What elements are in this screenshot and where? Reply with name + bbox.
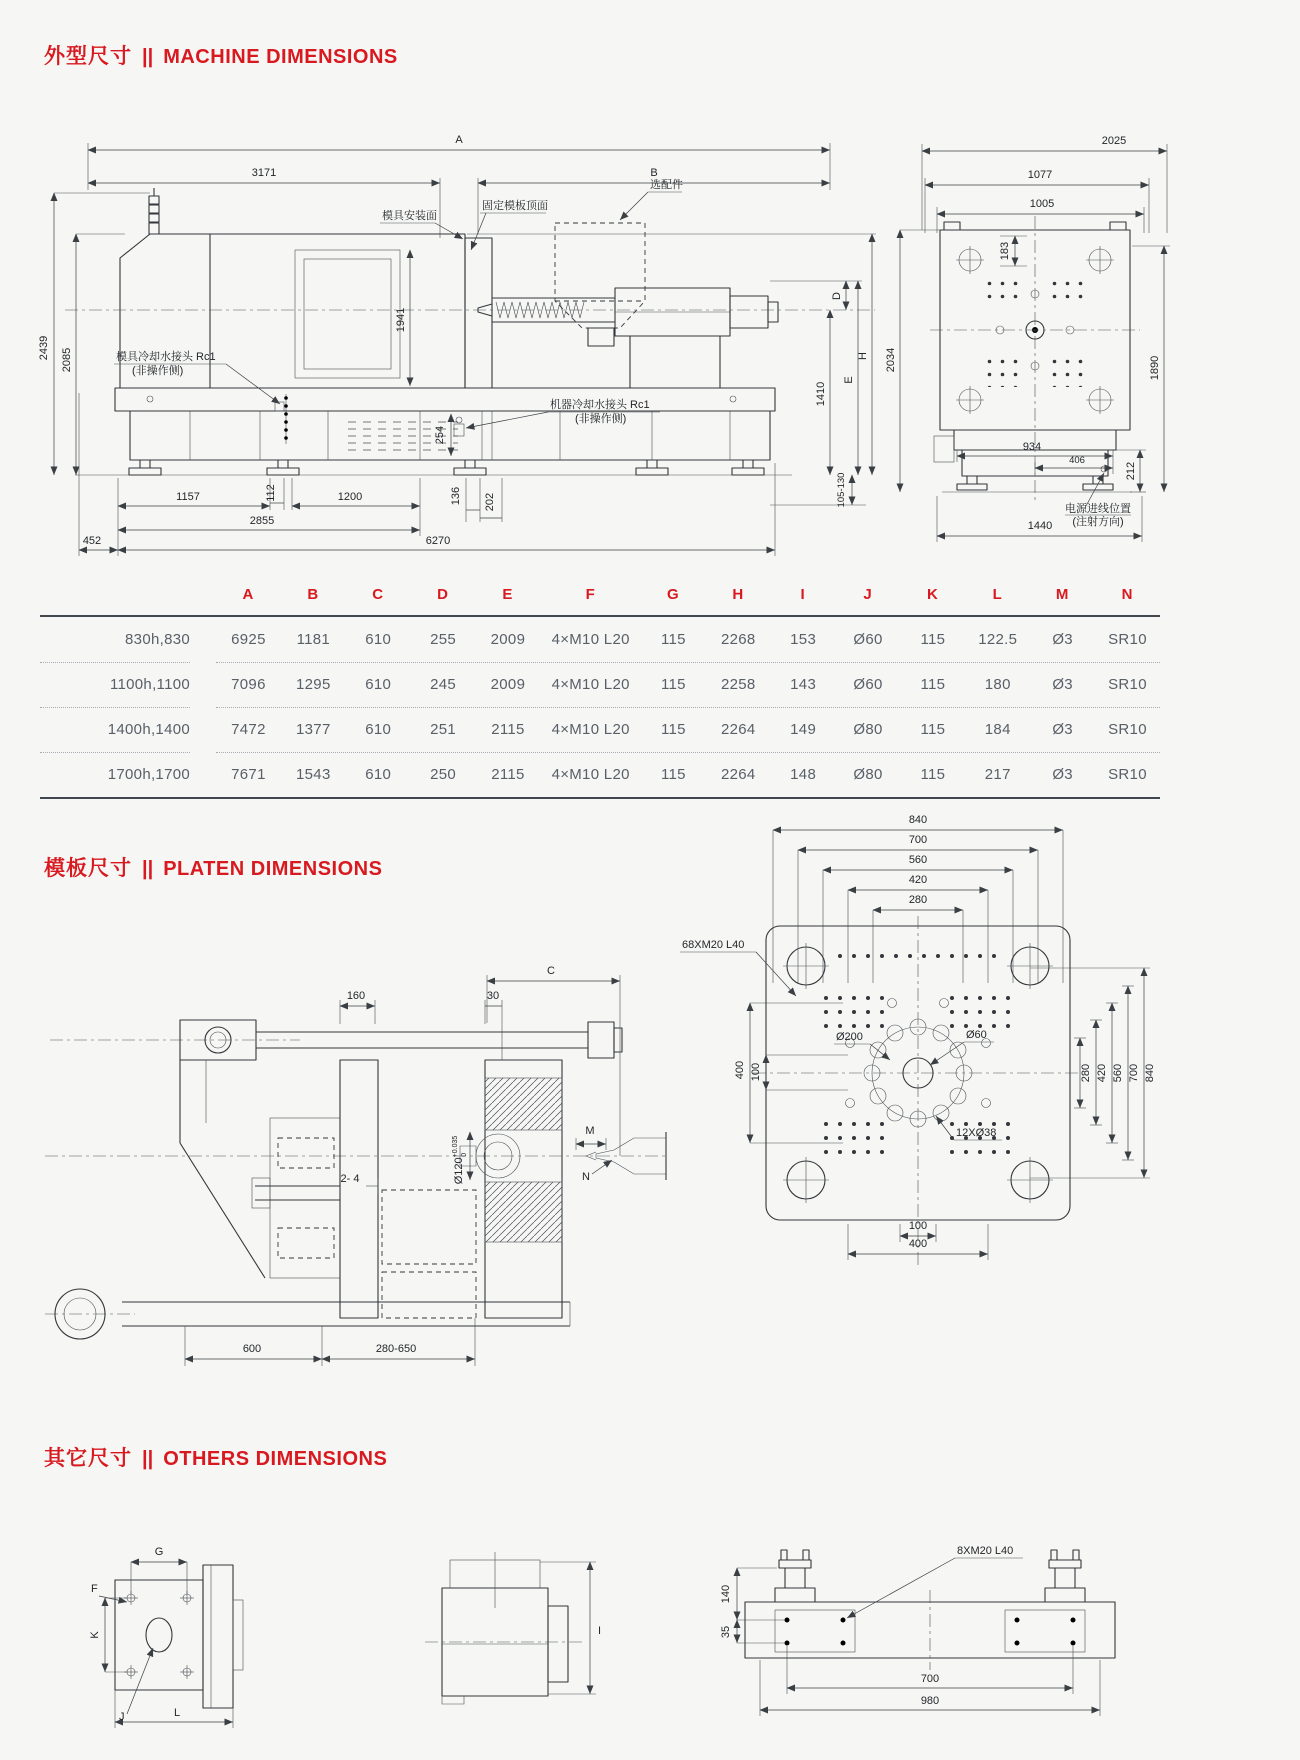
dim-1890: 1890: [1149, 355, 1161, 381]
dim-406: 406: [1069, 455, 1085, 466]
dim-1440: 1440: [1027, 520, 1053, 532]
table-cell: 153: [790, 631, 817, 648]
section-title-platen: [44, 852, 382, 882]
section-title-platen-cn: 模板尺寸: [44, 857, 132, 880]
table-row: [40, 617, 1160, 662]
base-view-texts: [720, 1545, 1013, 1707]
section-title-others-en: OTHERS DIMENSIONS: [163, 1448, 388, 1470]
col-header: K: [926, 586, 939, 603]
machine-dimensions-table: [40, 586, 1160, 799]
table-cell: 7671: [231, 766, 266, 783]
dim-1200: 1200: [337, 491, 363, 503]
dim-452: 452: [82, 535, 102, 547]
table-cell: 610: [365, 766, 392, 783]
side-view-machine-body: [115, 188, 778, 460]
table-cell: 610: [365, 631, 392, 648]
optional-part-label: 选配件: [650, 179, 683, 191]
side-view-dimension-texts: [38, 134, 869, 547]
table-cell: 6925: [231, 631, 266, 648]
col-header: N: [1121, 586, 1134, 603]
dim-d120-tolerance: $Ø120^{+0.035}$ 0: [452, 1135, 468, 1185]
col-header: I: [800, 586, 806, 603]
table-cell: SR10: [1108, 631, 1147, 648]
dim-1077: 1077: [1027, 169, 1053, 181]
col-header: D: [437, 586, 449, 603]
label-f: F: [91, 1583, 98, 1595]
fixed-platen-top-label: 固定模板顶面: [482, 200, 548, 212]
machine-water-label: 机器冷却水接头 Rc1: [550, 399, 650, 411]
table-cell: 180: [984, 676, 1011, 693]
dim-right-840: 840: [1144, 1063, 1156, 1083]
power-inlet-label: 电源进线位置: [1065, 503, 1131, 515]
section-title-separator: ||: [142, 1448, 154, 1470]
section-title-others: [44, 1442, 387, 1472]
machine-end-view-drawing: [882, 98, 1182, 568]
section-title-machine: [44, 40, 398, 70]
dim-3171: 3171: [251, 167, 277, 179]
others-middle-view-drawing: [420, 1548, 635, 1708]
end-view-dimension-texts: [885, 135, 1161, 532]
dim-212: 212: [1125, 461, 1137, 481]
section-title-others-cn: 其它尺寸: [44, 1447, 132, 1470]
platen-side-texts: [243, 965, 595, 1355]
section-title-machine-en: MACHINE DIMENSIONS: [163, 46, 398, 68]
label-j: J: [119, 1711, 125, 1723]
table-cell: 1181: [296, 631, 331, 648]
table-cell: 1295: [296, 676, 331, 693]
platen-front-view-drawing: [668, 798, 1180, 1278]
table-cell: 122.5: [978, 631, 1018, 648]
base-bolts-label: 8XM20 L40: [957, 1545, 1014, 1557]
table-cell: 2009: [490, 631, 526, 648]
dim-2034: 2034: [885, 347, 897, 373]
dim-i: I: [598, 1625, 602, 1637]
dim-bottom-100: 100: [908, 1220, 928, 1232]
dim-2855: 2855: [249, 515, 275, 527]
col-header: B: [307, 586, 320, 603]
table-row: [40, 707, 1160, 752]
table-cell: 2264: [720, 766, 756, 783]
table-cell: Ø3: [1052, 721, 1073, 738]
section-title-platen-en: PLATEN DIMENSIONS: [163, 858, 383, 880]
dim-h: H: [857, 352, 869, 360]
dim-30: 30: [486, 990, 500, 1002]
section-title-separator: ||: [142, 858, 154, 880]
table-cell: 2115: [491, 721, 525, 738]
dim-105-130: 105-130: [836, 472, 847, 508]
col-header: M: [1055, 586, 1070, 603]
table-cell: 115: [660, 766, 686, 783]
table-row: [40, 752, 1160, 797]
dim-254: 254: [434, 425, 446, 445]
dim-n: N: [582, 1171, 590, 1183]
dim-1941: 1941: [395, 307, 407, 333]
table-row: [40, 662, 1160, 707]
dim-bottom-400: 400: [908, 1238, 928, 1250]
table-cell: 4×M10 L20: [551, 631, 630, 648]
machine-side-view-drawing: [30, 98, 880, 568]
dim-160: 160: [346, 990, 366, 1002]
table-cell: 610: [365, 676, 392, 693]
table-cell: 2115: [491, 766, 525, 783]
col-header: F: [585, 586, 596, 603]
dim-k: K: [89, 1631, 101, 1639]
others-nozzle-view-drawing: [85, 1540, 285, 1735]
col-header: G: [667, 586, 680, 603]
dim-112: 112: [265, 484, 277, 502]
dim-600: 600: [242, 1343, 262, 1355]
dim-top-420: 420: [908, 874, 928, 886]
model-name: 830h,830: [40, 617, 190, 663]
dim-1410: 1410: [815, 381, 827, 407]
table-cell: 610: [365, 721, 392, 738]
dim-top-840: 840: [908, 814, 928, 826]
table-cell: 115: [920, 631, 946, 648]
dim-e: E: [843, 376, 855, 384]
center-hole-label: Ø60: [966, 1029, 987, 1041]
table-cell: Ø3: [1052, 631, 1073, 648]
dim-d: D: [831, 292, 843, 300]
table-cell: 115: [920, 766, 946, 783]
power-inlet-direction-label: (注射方向): [1072, 516, 1124, 528]
dim-top-560: 560: [908, 854, 928, 866]
mold-water-label: 模具冷却水接头 Rc1: [116, 351, 216, 363]
table-cell: Ø3: [1052, 766, 1073, 783]
table-cell: 2268: [720, 631, 756, 648]
table-cell: Ø60: [853, 676, 883, 693]
dim-right-700: 700: [1128, 1063, 1140, 1083]
table-cell: 115: [920, 721, 946, 738]
table-cell: Ø80: [853, 721, 883, 738]
table-cell: 2258: [720, 676, 756, 693]
dim-right-560: 560: [1112, 1063, 1124, 1083]
mold-mount-face-label: 模具安装面: [382, 210, 437, 222]
dim-right-420: 420: [1096, 1063, 1108, 1083]
model-name: 1100h,1100: [40, 662, 190, 708]
locating-ring-label: Ø200: [836, 1031, 863, 1043]
dim-left-400: 400: [734, 1060, 746, 1080]
nozzle-view-texts: [89, 1546, 180, 1723]
table-cell: 7472: [231, 721, 266, 738]
table-cell: 1543: [296, 766, 331, 783]
dim-700: 700: [920, 1673, 940, 1685]
dim-2025: 2025: [1101, 135, 1127, 147]
table-cell: 4×M10 L20: [551, 766, 630, 783]
platen-bolts-label: 68XM20 L40: [682, 939, 745, 951]
dim-l: L: [173, 1707, 181, 1719]
ring-holes-label: 12XØ38: [956, 1127, 997, 1139]
table-cell: 217: [984, 766, 1011, 783]
dim-6270: 6270: [425, 535, 451, 547]
dim-980: 980: [920, 1695, 940, 1707]
table-cell: Ø3: [1052, 676, 1073, 693]
base-view-dimensions: [737, 1558, 1100, 1716]
table-cell: SR10: [1108, 766, 1147, 783]
table-cell: 184: [984, 721, 1011, 738]
dim-top-280: 280: [908, 894, 928, 906]
table-cell: 4×M10 L20: [551, 721, 630, 738]
col-header: J: [863, 586, 873, 603]
platen-front-texts: [682, 814, 1156, 1250]
dim-c: C: [547, 965, 555, 977]
col-header: H: [732, 586, 745, 603]
platen-side-geometry: [55, 1020, 666, 1339]
table-cell: SR10: [1108, 676, 1147, 693]
table-cell: 2264: [720, 721, 756, 738]
dim-left-100: 100: [750, 1062, 762, 1082]
others-base-view-drawing: [705, 1540, 1160, 1735]
platen-side-view-drawing: [30, 928, 670, 1388]
col-header: E: [502, 586, 514, 603]
dim-2085: 2085: [61, 347, 73, 373]
table-cell: 4×M10 L20: [551, 676, 630, 693]
dim-280-650: 280-650: [375, 1343, 417, 1355]
table-cell: Ø60: [853, 631, 883, 648]
table-cell: 149: [790, 721, 817, 738]
col-header: C: [372, 586, 385, 603]
dim-202: 202: [484, 492, 496, 512]
dim-right-280: 280: [1080, 1063, 1092, 1083]
dim-b: B: [650, 167, 658, 179]
side-view-dimension-lines: [54, 150, 872, 550]
table-cell: 115: [660, 721, 686, 738]
side-view-feet: [129, 460, 764, 475]
dim-g: G: [154, 1546, 164, 1558]
table-cell: 115: [920, 676, 946, 693]
model-name: 1400h,1400: [40, 707, 190, 753]
dim-35: 35: [720, 1625, 732, 1639]
table-cell: 115: [660, 676, 686, 693]
mold-water-side-label: (非操作侧): [132, 365, 184, 377]
dim-top-700: 700: [908, 834, 928, 846]
nozzle-view-geometry: [115, 1565, 243, 1708]
table-cell: 250: [430, 766, 457, 783]
table-cell: 1377: [296, 721, 331, 738]
dim-2439: 2439: [38, 335, 50, 361]
table-cell: 148: [790, 766, 817, 783]
dim-140: 140: [720, 1584, 732, 1604]
table-cell: 245: [430, 676, 457, 693]
dim-183: 183: [999, 241, 1011, 261]
nozzle-view-dimensions: [99, 1562, 233, 1728]
table-cell: 115: [660, 631, 686, 648]
dim-2-4: 2- 4: [340, 1173, 360, 1185]
dim-a: A: [455, 134, 463, 146]
section-title-separator: ||: [142, 46, 154, 68]
table-cell: 255: [430, 631, 457, 648]
dim-m: M: [585, 1125, 595, 1137]
table-header-row: [40, 586, 1160, 617]
table-cell: 2009: [490, 676, 526, 693]
table-cell: 143: [790, 676, 817, 693]
platen-front-extension-lines: [750, 830, 1150, 1260]
model-name: 1700h,1700: [107, 766, 190, 783]
section-title-machine-cn: 外型尺寸: [44, 45, 132, 68]
dim-136: 136: [450, 486, 462, 506]
middle-view-geometry: [442, 1552, 568, 1704]
machine-water-side-label: (非操作侧): [575, 413, 627, 425]
dim-1157: 1157: [176, 491, 200, 503]
col-header: A: [242, 586, 255, 603]
table-cell: 251: [430, 721, 457, 738]
table-cell: 7096: [231, 676, 266, 693]
table-cell: Ø80: [853, 766, 883, 783]
col-header: L: [992, 586, 1003, 603]
dim-1005: 1005: [1029, 198, 1055, 210]
table-cell: SR10: [1108, 721, 1147, 738]
dim-934: 934: [1022, 441, 1042, 453]
platen-side-dimensions: [185, 975, 620, 1366]
